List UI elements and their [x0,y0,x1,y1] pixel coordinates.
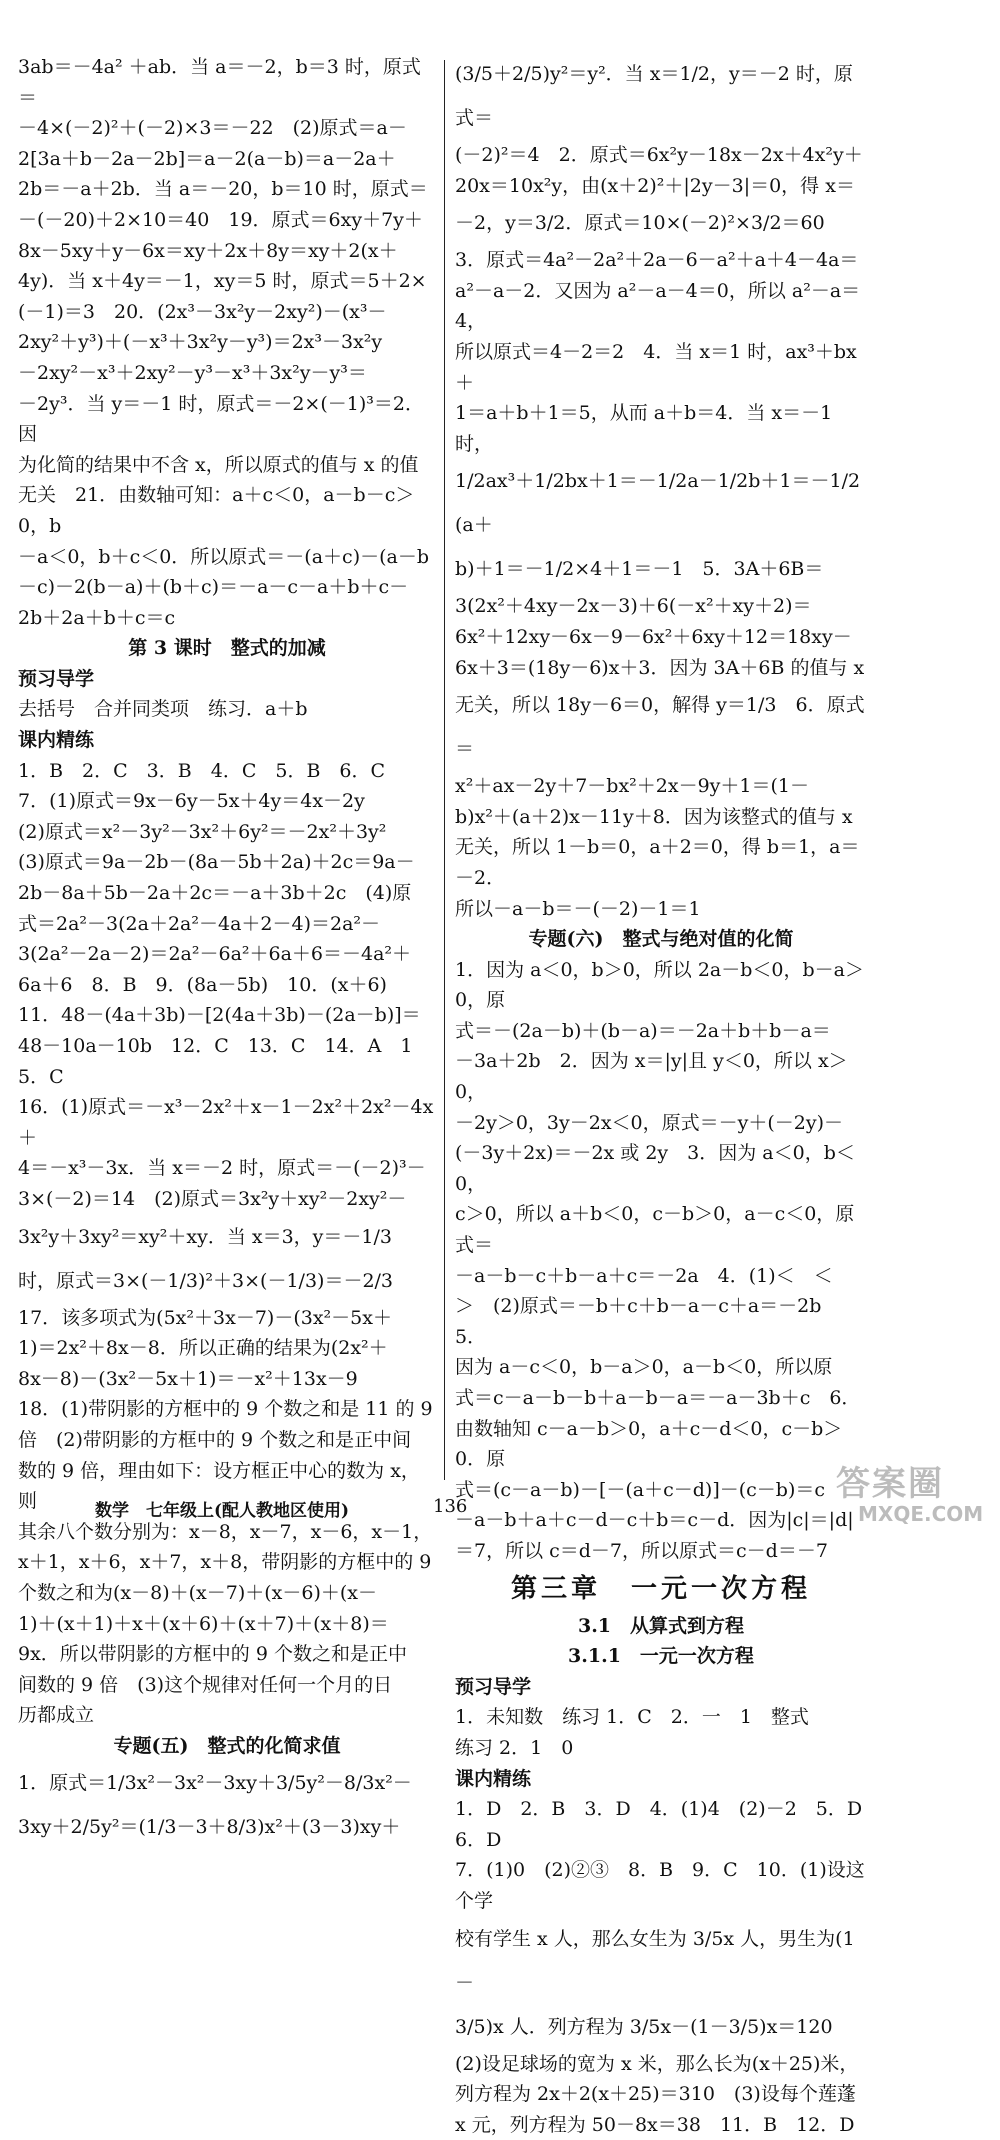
answer-line: 所以原式＝4－2＝2 4．当 x＝1 时，ax³＋bx＋ [455,340,857,394]
answer-line: 3ab＝－4a² ＋ab．当 a＝－2，b＝3 时，原式＝ [18,56,421,109]
answer-line: 1)＝2x²＋8x－8．所以正确的结果为(2x²＋ [18,1337,388,1360]
answer-line: 11．48－(4a＋3b)－[2(4a＋3b)－(2a－b)]＝ [18,1004,421,1027]
answer-line: b)x²＋(a＋2)x－11y＋8．因为该整式的值与 x [455,805,853,828]
answer-line: 其余八个数分别为：x－8，x－7，x－6，x－1， [18,1520,433,1543]
answer-line-fraction: 时，原式＝3×(－1/3)²＋3×(－1/3)＝－2/3 [18,1269,394,1292]
answer-line: 16．(1)原式＝－x³－2x²＋x－1－2x²＋2x²－4x＋ [18,1096,434,1149]
answer-line: 数的 9 倍，理由如下：设方框正中心的数为 x，则 [18,1459,420,1513]
answer-line: 式＝－(2a－b)＋(b－a)＝－2a＋b＋b－a＝ [455,1019,831,1042]
answer-line: 3×(－2)＝14 (2)原式＝3x²y＋xy²－2xy²－ [18,1187,407,1210]
answer-line-fraction: b)＋1＝－1/2×4＋1＝－1 5．3A＋6B＝ [455,558,824,581]
answer-line: 式＝(c－a－b)－[－(a＋c－d)]－(c－b)＝c [455,1478,826,1501]
answer-line: 1)＋(x＋1)＋x＋(x＋6)＋(x＋7)＋(x＋8)＝ [18,1612,389,1635]
answer-line: 8x－8)－(3x²－5x＋1)＝－x²＋13x－9 [18,1367,358,1390]
answer-line: 3．原式＝4a²－2a²＋2a－6－a²＋a＋4－4a＝ [455,249,859,272]
watermark [828,1452,988,1530]
answer-line-fraction: －2，y＝3/2．原式＝10×(－2)²×3/2＝60 [455,212,825,235]
answer-line: 2[3a＋b－2a－2b]＝a－2(a－b)＝a－2a＋ [18,147,396,170]
answer-line: 4y)．当 x＋4y＝－1，xy＝5 时，原式＝5＋2× [18,270,427,293]
watermark-url: MXQE.COM [858,1502,984,1526]
answer-line: 无关 21．由数轴可知：a＋c＜0，a－b－c＞0，b [18,484,415,537]
answer-line-fraction: 校有学生 x 人，那么女生为 3/5x 人，男生为(1－ [455,1927,855,1994]
footer-subject: 数学 七年级上(配人教地区使用) [95,1501,350,1521]
answer-line: 式＝c－a－b－b＋a－b－a＝－a－3b＋c 6． [455,1387,861,1409]
answer-line: x 元，列方程为 50－8x＝38 11．B 12．D [455,2113,855,2136]
answer-line: －(－20)＋2×10＝40 19．原式＝6xy＋7y＋ [18,208,423,231]
answer-line: －a－b＋a＋c－d－c＋b＝c－d．因为|c|＝|d| [455,1509,854,1532]
answer-line: －4×(－2)²＋(－2)×3＝－22 (2)原式＝a－ [18,117,407,140]
answer-line-fraction: 1．原式＝1/3x²－3x²－3xy＋3/5y²－8/3x²－ [18,1772,412,1795]
answer-line: 3(2a²－2a－2)＝2a²－6a²＋6a＋6＝－4a²＋ [18,943,412,966]
page-number: 136 [433,1496,468,1517]
answer-line: x＋1，x＋6，x＋7，x＋8，带阴影的方框中的 9 [18,1551,432,1574]
subsection-heading: 预习导学 [455,1675,532,1698]
answer-line: 6a＋6 8．B 9．(8a－5b) 10．(x＋6) [18,973,387,996]
answer-line: 2b＋2a＋b＋c＝c [18,606,176,629]
answer-line: －3a＋2b 2．因为 x＝|y|且 y＜0，所以 x＞0， [455,1050,848,1104]
answer-line: 2b＝－a＋2b．当 a＝－20，b＝10 时，原式＝ [18,178,428,201]
answer-line: ＞ (2)原式＝－b＋c＋b－a－c＋a＝－2b 5． [455,1295,841,1348]
answer-line: 历都成立 [18,1704,95,1727]
answer-line: (2)原式＝x²－3y²－3x²＋6y²＝－2x²＋3y² [18,820,387,843]
answer-line: 6x²＋12xy－6x－9－6x²＋6xy＋12＝18xy－ [455,625,852,648]
subsection-heading: 课内精练 [455,1767,532,1790]
answer-line: 为化简的结果中不含 x，所以原式的值与 x 的值 [18,453,419,476]
section-title: 3.1 从算式到方程 [577,1614,745,1637]
answer-line: 3(2x²＋4xy－2x－3)＋6(－x²＋xy＋2)＝ [455,595,812,618]
answer-line: 48－10a－10b 12．C 13．C 14．A 15．C [18,1035,413,1088]
right-answer-column [455,52,882,2136]
answer-line: 8x－5xy＋y－6x＝xy＋2x＋8y＝xy＋2(x＋ [18,239,398,262]
answer-line: 1．未知数 练习 1．C 2．一 1 整式 [455,1706,809,1729]
answer-line: －2y³．当 y＝－1 时，原式＝－2×(－1)³＝2．因 [18,392,424,446]
answer-line: 4＝－x³－3x．当 x＝－2 时，原式＝－(－2)³－ [18,1157,426,1180]
column-divider [444,60,445,1480]
answer-line: 去括号 合并同类项 练习．a＋b [18,698,308,721]
answer-line: c＞0，所以 a＋b＜0，c－b＞0，a－c＜0，原式＝ [455,1203,855,1257]
answer-line: 无关，所以 1－b＝0，a＋2＝0，得 b＝1，a＝－2． [455,836,860,889]
answer-line: ＝7，所以 c＝d－7，所以原式＝c－d＝－7 [455,1539,828,1562]
answer-line: －a＜0，b＋c＜0．所以原式＝－(a＋c)－(a－b [18,545,430,568]
answer-line-fraction: 3/5)x 人．列方程为 3/5x－(1－3/5)x＝120 [455,2015,833,2038]
answer-line-fraction: 无关，所以 18y－6＝0，解得 y＝1/3 6．原式＝ [455,694,865,761]
section-title: 第 3 课时 整式的加减 [128,637,326,660]
chapter-title: 第三章 一元一次方程 [510,1573,811,1604]
answer-line-fraction: 3xy＋2/5y²＝(1/3－3＋8/3)x²＋(3－3)xy＋ [18,1816,401,1839]
watermark-text: 答案圈 [836,1464,944,1504]
answer-line-fraction: 1/2ax³＋1/2bx＋1＝－1/2a－1/2b＋1＝－1/2(a＋ [455,470,861,537]
answer-line: 1．因为 a＜0，b＞0，所以 2a－b＜0，b－a＞0，原 [455,958,864,1012]
answer-line: (2)设足球场的宽为 x 米，那么长为(x＋25)米， [455,2052,859,2075]
answer-line: x²＋ax－2y＋7－bx²＋2x－9y＋1＝(1－ [455,775,809,798]
answer-line: 1．B 2．C 3．B 4．C 5．B 6．C [18,759,386,782]
answer-line: －2y＞0，3y－2x＜0，原式＝－y＋(－2y)－ [455,1111,844,1134]
answer-line: －2xy²－x³＋2xy²－y³－x³＋3x²y－y³＝ [18,361,367,384]
answer-line: a²－a－2．又因为 a²－a－4＝0，所以 a²－a＝4， [455,279,861,333]
answer-line: 式＝2a²－3(2a＋2a²－4a＋2－4)＝2a²－ [18,912,381,935]
answer-line: (－3y＋2x)＝－2x 或 2y 3．因为 a＜0，b＜0， [455,1142,855,1195]
answer-line: 所以－a－b＝－(－2)－1＝1 [455,897,701,920]
answer-line: 倍 (2)带阴影的方框中的 9 个数之和是正中间 [18,1428,412,1451]
answer-line: 20x＝10x²y，由(x＋2)²＋|2y－3|＝0，得 x＝ [455,174,855,197]
answer-line-fraction: (3/5＋2/5)y²＝y²．当 x＝1/2，y＝－2 时，原式＝ [455,63,853,129]
answer-line: 间数的 9 倍 (3)这个规律对任何一个月的日 [18,1673,393,1696]
answer-line: －a－b－c＋b－a＋c＝－2a 4．(1)＜ ＜ [455,1264,833,1287]
section-title: 3.1.1 一元一次方程 [568,1645,754,1668]
answer-line: 18．(1)带阴影的方框中的 9 个数之和是 11 的 9 [18,1398,433,1421]
answer-line: 2b－8a＋5b－2a＋2c＝－a＋3b＋2c (4)原 [18,882,412,905]
answer-line: 2xy²＋y³)＋(－x³＋3x²y－y³)＝2x³－3x²y [18,331,383,354]
answer-line: 17．该多项式为(5x²＋3x－7)－(3x²－5x＋ [18,1306,392,1329]
answer-line-fraction: 3x²y＋3xy²＝xy²＋xy．当 x＝3，y＝－1/3 [18,1225,392,1248]
answer-line: －c)－2(b－a)＋(b＋c)＝－a－c－a＋b＋c－ [18,576,409,599]
subsection-heading: 预习导学 [18,667,95,690]
answer-line: 列方程为 2x＋2(x＋25)＝310 (3)设每个莲蓬 [455,2083,856,2106]
answer-line: (－2)²＝4 2．原式＝6x²y－18x－2x＋4x²y＋ [455,144,863,166]
answer-line: (3)原式＝9a－2b－(8a－5b＋2a)＋2c＝9a－ [18,851,415,874]
section-title: 专题(五) 整式的化简求值 [113,1734,341,1757]
answer-line: 7．(1)0 (2)②③ 8．B 9．C 10．(1)设这个学 [455,1859,865,1912]
answer-line: (－1)＝3 20．(2x³－3x²y－2xy²)－(x³－ [18,300,387,323]
answer-line: 个数之和为(x－8)＋(x－7)＋(x－6)＋(x－ [18,1581,378,1604]
answer-line: 因为 a－c＜0，b－a＞0，a－b＜0，所以原 [455,1356,833,1379]
answer-line: 9x．所以带阴影的方框中的 9 个数之和是正中 [18,1643,407,1666]
answer-line: 1．D 2．B 3．D 4．(1)4 (2)－2 5．D 6．D [455,1798,882,1851]
answer-line: 由数轴知 c－a－b＞0，a＋c－d＜0，c－b＞0．原 [455,1417,843,1471]
answer-line: 1＝a＋b＋1＝5，从而 a＋b＝4．当 x＝－1 时， [455,402,833,455]
answer-line: 7．(1)原式＝9x－6y－5x＋4y＝4x－2y [18,790,365,813]
subsection-heading: 课内精练 [18,729,95,752]
answer-line: 练习 2．1 0 [455,1736,574,1759]
section-title: 专题(六) 整式与绝对值的化简 [528,928,794,951]
answer-line: 6x＋3＝(18y－6)x＋3．因为 3A＋6B 的值与 x [455,656,865,679]
